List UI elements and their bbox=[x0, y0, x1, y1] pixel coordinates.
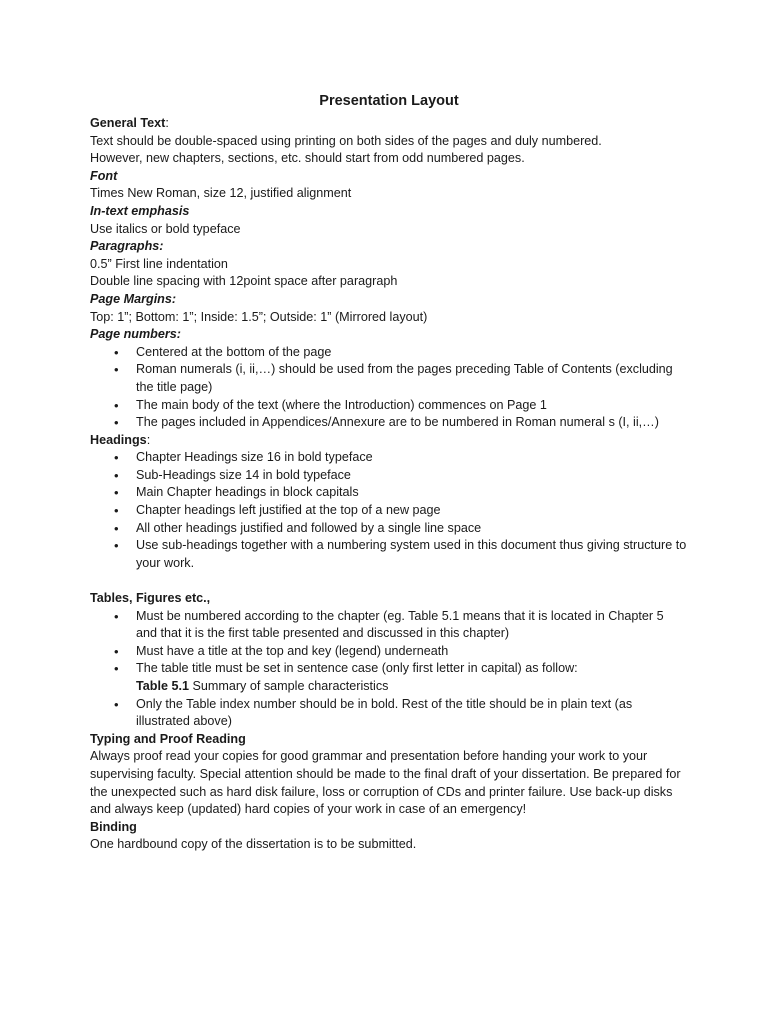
headings-heading: Headings bbox=[90, 432, 147, 447]
tables-heading: Tables, Figures etc., bbox=[90, 591, 211, 606]
headings-list bbox=[90, 449, 688, 572]
table-example-text: Summary of sample characteristics bbox=[188, 679, 389, 693]
list-item: • Must have a title at the top and key (legend) underneath bbox=[90, 643, 688, 661]
list-item: • The main body of the text (where the Introduction) commences on Page 1 bbox=[90, 397, 688, 415]
list-item: • Chapter headings left justified at the top of a new page bbox=[90, 502, 688, 520]
page-numbers-heading: Page numbers: bbox=[90, 327, 181, 342]
list-item: • Chapter Headings size 16 in bold typeface bbox=[90, 449, 688, 467]
general-text-heading: General Text bbox=[90, 116, 166, 130]
list-item: • Sub-Headings size 14 in bold typeface bbox=[90, 467, 688, 485]
list-item bbox=[90, 660, 688, 695]
emphasis-body: Use italics or bold typeface bbox=[90, 221, 241, 236]
list-item: • Only the Table index number should be in bold. Rest of the title should be in plain text (as illustrated above) bbox=[90, 696, 688, 731]
table-title-rule: The table title must be set in sentence case (only first letter in capital) as follow: bbox=[136, 661, 578, 676]
headings-colon: : bbox=[146, 432, 151, 447]
list-item: • Must be numbered according to the chapter (eg. Table 5.1 means that it is located in Chapter 5 and that it is the first table presented and discussed in this chapter) bbox=[90, 608, 688, 643]
font-body: Times New Roman, size 12, justified alignment bbox=[90, 186, 352, 201]
binding-heading: Binding bbox=[90, 819, 137, 834]
spacer bbox=[90, 572, 688, 590]
page-numbers-list bbox=[90, 344, 688, 432]
list-item: • Main Chapter headings in block capitals bbox=[90, 484, 688, 502]
tables-list bbox=[90, 608, 688, 731]
headings-heading-line bbox=[90, 432, 688, 450]
paragraphs-line-2: Double line spacing with 12point space after paragraph bbox=[90, 274, 398, 289]
page-title: Presentation Layout bbox=[319, 93, 459, 109]
proof-body: Always proof read your copies for good grammar and presentation before handing your work to your supervising faculty. Special attention should be made to the final draft of your dissertation. Be prepared for the unexpected such as hard disk failure, loss or corruption of CDs and printer failure. Use back-up disks and always keep (updated) hard copies of your work in case of an emergency! bbox=[90, 749, 681, 817]
list-item: • Roman numerals (i, ii,…) should be used from the pages preceding Table of Contents (excluding the title page) bbox=[90, 361, 688, 396]
margins-body: Top: 1”; Bottom: 1”; Inside: 1.5”; Outside: 1” (Mirrored layout) bbox=[90, 309, 428, 324]
list-item: • All other headings justified and followed by a single line space bbox=[90, 520, 688, 538]
table-example-label: Table 5.1 bbox=[136, 679, 189, 693]
paragraphs-line-1: 0.5” First line indentation bbox=[90, 256, 228, 271]
binding-body: One hardbound copy of the dissertation is to be submitted. bbox=[90, 837, 417, 852]
font-heading: Font bbox=[90, 168, 118, 183]
paragraphs-heading: Paragraphs: bbox=[90, 239, 164, 254]
margins-heading: Page Margins: bbox=[90, 291, 177, 306]
list-item: • Centered at the bottom of the page bbox=[90, 344, 688, 362]
general-text-heading-line bbox=[90, 115, 688, 133]
proof-heading: Typing and Proof Reading bbox=[90, 731, 246, 746]
general-text-line-1: Text should be double-spaced using printing on both sides of the pages and duly numbered. bbox=[90, 133, 602, 148]
general-text-line-2: However, new chapters, sections, etc. should start from odd numbered pages. bbox=[90, 151, 525, 166]
list-item: • Use sub-headings together with a numbering system used in this document thus giving structure to your work. bbox=[90, 537, 688, 572]
general-text-colon: : bbox=[165, 116, 169, 130]
emphasis-heading: In-text emphasis bbox=[90, 203, 190, 218]
list-item: • The pages included in Appendices/Annexure are to be numbered in Roman numeral s (I, ii,…) bbox=[90, 414, 688, 432]
